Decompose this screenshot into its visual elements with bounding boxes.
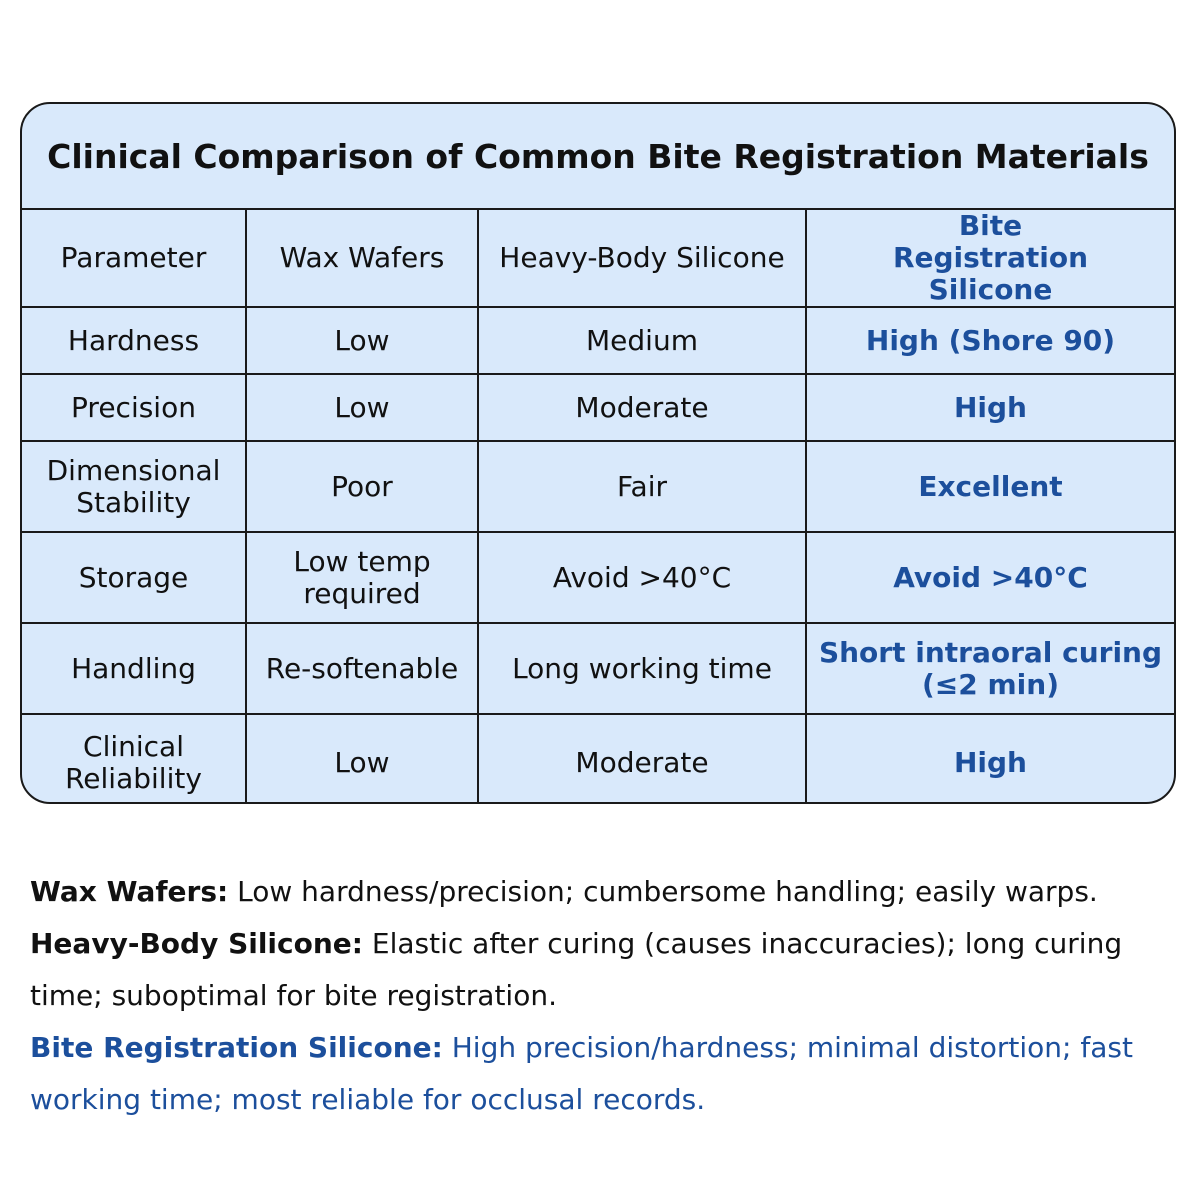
row-bite-value: Excellent — [806, 441, 1174, 532]
row-heavy-value: Long working time — [478, 623, 806, 714]
row-wax-value: Low temp required — [246, 532, 478, 623]
note-bite-registration-silicone — [30, 1022, 1180, 1126]
row-bite-value: High (Shore 90) — [806, 307, 1174, 374]
note-wax-wafers — [30, 866, 1180, 918]
note-text: Low hardness/precision; cumbersome handling; easily warps. — [228, 875, 1098, 908]
table-row — [22, 532, 1174, 623]
row-wax-value: Low — [246, 374, 478, 441]
row-bite-value: High — [806, 374, 1174, 441]
table-title: Clinical Comparison of Common Bite Registration Materials — [22, 104, 1174, 210]
header-heavy-body-silicone: Heavy-Body Silicone — [478, 210, 806, 307]
row-bite-value: Avoid >40°C — [806, 532, 1174, 623]
row-wax-value: Poor — [246, 441, 478, 532]
comparison-table — [22, 210, 1174, 804]
note-label: Bite Registration Silicone: — [30, 1031, 443, 1064]
header-parameter: Parameter — [22, 210, 246, 307]
note-text: High precision/hardness; minimal distortion; fast working time; most reliable for occlusal records. — [30, 1031, 1133, 1116]
row-heavy-value: Avoid >40°C — [478, 532, 806, 623]
row-parameter: Clinical Reliability — [22, 714, 246, 804]
table-row — [22, 714, 1174, 804]
row-heavy-value: Moderate — [478, 714, 806, 804]
row-heavy-value: Medium — [478, 307, 806, 374]
row-heavy-value: Moderate — [478, 374, 806, 441]
row-heavy-value: Fair — [478, 441, 806, 532]
table-row — [22, 441, 1174, 532]
row-parameter: Precision — [22, 374, 246, 441]
row-parameter: Hardness — [22, 307, 246, 374]
row-wax-value: Re-softenable — [246, 623, 478, 714]
row-parameter: Handling — [22, 623, 246, 714]
row-parameter: Storage — [22, 532, 246, 623]
table-row — [22, 623, 1174, 714]
row-bite-value: Short intraoral curing (≤2 min) — [806, 623, 1174, 714]
row-wax-value: Low — [246, 307, 478, 374]
table-row — [22, 374, 1174, 441]
note-heavy-body-silicone — [30, 918, 1180, 1022]
note-text: Elastic after curing (causes inaccuracies); long curing time; suboptimal for bite registration. — [30, 927, 1123, 1012]
row-bite-value: High — [953, 745, 1027, 779]
notes-section — [30, 866, 1180, 1126]
header-row — [22, 210, 1174, 307]
note-label: Wax Wafers: — [30, 875, 229, 908]
row-wax-value: Low — [246, 714, 478, 804]
note-label: Heavy-Body Silicone: — [30, 927, 363, 960]
row-parameter: Dimensional Stability — [22, 441, 246, 532]
header-wax-wafers: Wax Wafers — [246, 210, 478, 307]
comparison-table-card — [20, 102, 1176, 804]
header-bite-registration-silicone: Bite Registration Silicone — [806, 210, 1174, 307]
table-row — [22, 307, 1174, 374]
